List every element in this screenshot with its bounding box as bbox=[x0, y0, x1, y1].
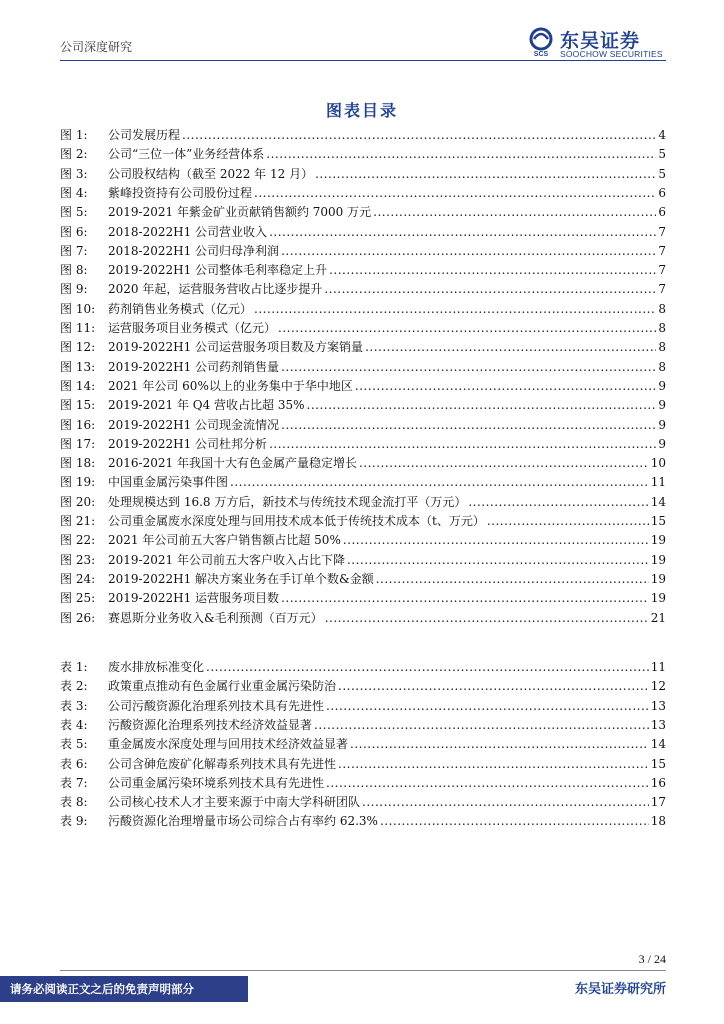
dot-leader bbox=[278, 319, 656, 337]
entry-title: 紫峰投资持有公司股份过程 bbox=[108, 185, 253, 200]
entry-page: 8 bbox=[658, 301, 666, 316]
entry-number: 图 26: bbox=[60, 610, 96, 625]
entry-title: 2019-2021 年紫金矿业贡献销售额约 7000 万元 bbox=[108, 205, 372, 220]
logo-chinese-name: 东吴证券 bbox=[560, 30, 641, 52]
entry-number: 表 8: bbox=[60, 795, 88, 810]
logo-mark-text: SCS bbox=[533, 51, 549, 57]
toc-entry[interactable] bbox=[60, 454, 666, 472]
dot-leader bbox=[373, 203, 656, 221]
entry-number: 图 24: bbox=[60, 571, 96, 586]
entry-page: 8 bbox=[658, 340, 666, 355]
entry-number: 图 12: bbox=[60, 340, 96, 355]
dot-leader bbox=[281, 416, 656, 434]
entry-title: 2018-2022H1 公司归母净利润 bbox=[108, 243, 280, 258]
entry-number: 图 6: bbox=[60, 224, 88, 239]
entry-page: 18 bbox=[650, 814, 666, 829]
header-section-label: 公司深度研究 bbox=[60, 40, 133, 54]
dot-leader bbox=[266, 145, 656, 163]
entry-title: 中国重金属污染事件图 bbox=[108, 475, 229, 490]
entry-page: 5 bbox=[658, 166, 666, 181]
dot-leader bbox=[230, 473, 649, 491]
toc-entry[interactable] bbox=[60, 319, 666, 337]
entry-number: 图 4: bbox=[60, 185, 88, 200]
entry-page: 6 bbox=[658, 205, 666, 220]
entry-page: 7 bbox=[658, 282, 666, 297]
entry-page: 14 bbox=[650, 737, 666, 752]
entry-number: 表 2: bbox=[60, 679, 88, 694]
entry-title: 赛恩斯分业务收入&毛利预测（百万元） bbox=[108, 610, 323, 625]
dot-leader bbox=[380, 812, 649, 830]
entry-title: 公司发展历程 bbox=[108, 128, 181, 142]
page-number: 3 / 24 bbox=[638, 952, 666, 966]
entry-title: 药剂销售业务模式（亿元） bbox=[108, 301, 253, 316]
entry-title: 2019-2021 年公司前五大客户收入占比下降 bbox=[108, 552, 345, 567]
dot-leader bbox=[315, 165, 656, 183]
entry-number: 图 9: bbox=[60, 282, 88, 297]
entry-page: 13 bbox=[650, 698, 666, 713]
dot-leader bbox=[269, 435, 656, 453]
toc-entry[interactable] bbox=[60, 203, 666, 221]
toc-entry[interactable] bbox=[60, 793, 666, 811]
dot-leader bbox=[338, 677, 649, 695]
entry-number: 图 21: bbox=[60, 514, 96, 528]
entry-title: 2019-2022H1 公司药剂销售量 bbox=[108, 359, 280, 374]
entry-title: 2019-2022H1 公司杜邦分析 bbox=[108, 436, 268, 451]
toc-entry[interactable] bbox=[60, 609, 666, 627]
dot-leader bbox=[329, 261, 656, 279]
toc-entry[interactable] bbox=[60, 493, 666, 511]
entry-page: 6 bbox=[658, 185, 666, 200]
dot-leader bbox=[281, 242, 656, 260]
entry-number: 表 5: bbox=[60, 737, 88, 752]
entry-number: 图 19: bbox=[60, 475, 96, 490]
entry-number: 表 9: bbox=[60, 814, 88, 829]
entry-title: 2020 年起，运营服务营收占比逐步提升 bbox=[108, 282, 323, 297]
entry-page: 9 bbox=[658, 398, 666, 413]
entry-number: 图 17: bbox=[60, 436, 96, 451]
entry-page: 16 bbox=[650, 775, 666, 790]
dot-leader bbox=[350, 735, 649, 753]
toc-entry[interactable] bbox=[60, 697, 666, 715]
entry-number: 图 15: bbox=[60, 398, 96, 413]
entry-page: 19 bbox=[650, 533, 666, 548]
footer-divider bbox=[60, 970, 666, 971]
entry-page: 7 bbox=[658, 224, 666, 239]
header-divider bbox=[60, 60, 666, 61]
entry-title: 污酸资源化治理系列技术经济效益显著 bbox=[108, 717, 313, 732]
dot-leader bbox=[326, 697, 649, 715]
entry-title: 2019-2022H1 运营服务项目数 bbox=[108, 591, 280, 606]
dot-leader bbox=[281, 589, 649, 607]
entry-title: 废水排放标准变化 bbox=[108, 660, 205, 674]
entry-page: 19 bbox=[650, 571, 666, 586]
toc-entry[interactable] bbox=[60, 677, 666, 695]
entry-title: 公司污酸资源化治理系列技术具有先进性 bbox=[108, 698, 325, 713]
toc-entry[interactable] bbox=[60, 512, 666, 530]
entry-number: 图 8: bbox=[60, 263, 88, 278]
entry-page: 4 bbox=[658, 128, 666, 142]
brand-logo bbox=[526, 27, 676, 59]
toc-entry[interactable] bbox=[60, 735, 666, 753]
toc-entry[interactable] bbox=[60, 300, 666, 318]
dot-leader bbox=[326, 774, 649, 792]
entry-number: 图 14: bbox=[60, 378, 96, 393]
toc-entry[interactable] bbox=[60, 396, 666, 414]
toc-entry[interactable] bbox=[60, 358, 666, 376]
dot-leader bbox=[343, 531, 649, 549]
entry-page: 9 bbox=[658, 378, 666, 393]
dot-leader bbox=[182, 126, 656, 144]
entry-number: 图 11: bbox=[60, 321, 96, 335]
toc-entry[interactable] bbox=[60, 589, 666, 607]
entry-page: 9 bbox=[658, 436, 666, 451]
toc-entry[interactable] bbox=[60, 416, 666, 434]
dot-leader bbox=[362, 793, 649, 811]
soochow-logo-icon bbox=[526, 27, 556, 57]
entry-number: 表 7: bbox=[60, 775, 88, 790]
entry-page: 8 bbox=[658, 321, 666, 335]
dot-leader bbox=[206, 658, 649, 676]
entry-page: 13 bbox=[650, 717, 666, 732]
entry-page: 11 bbox=[650, 660, 666, 674]
toc-entry[interactable] bbox=[60, 551, 666, 569]
entry-title: 2019-2022H1 公司整体毛利率稳定上升 bbox=[108, 263, 328, 278]
toc-entry[interactable] bbox=[60, 338, 666, 356]
toc-entry[interactable] bbox=[60, 145, 666, 163]
entry-page: 17 bbox=[650, 795, 666, 810]
dot-leader bbox=[314, 716, 649, 734]
entry-page: 14 bbox=[650, 494, 666, 509]
entry-title: 公司股权结构（截至 2022 年 12 月） bbox=[108, 166, 314, 181]
entry-number: 图 10: bbox=[60, 301, 96, 316]
entry-title: 公司含砷危废矿化解毒系列技术具有先进性 bbox=[108, 756, 337, 771]
entry-number: 表 6: bbox=[60, 756, 88, 771]
entry-page: 21 bbox=[650, 610, 666, 625]
dot-leader bbox=[254, 184, 656, 202]
dot-leader bbox=[355, 377, 657, 395]
toc-entry[interactable] bbox=[60, 261, 666, 279]
toc-entry[interactable] bbox=[60, 280, 666, 298]
toc-entry[interactable] bbox=[60, 165, 666, 183]
entry-page: 10 bbox=[650, 456, 666, 471]
entry-number: 图 16: bbox=[60, 417, 96, 432]
entry-title: 2018-2022H1 公司营业收入 bbox=[108, 224, 268, 239]
entry-title: 2021 年公司前五大客户销售额占比超 50% bbox=[108, 533, 341, 548]
disclaimer-banner: 请务必阅读正文之后的免责声明部分 bbox=[0, 976, 248, 1002]
toc-entry[interactable] bbox=[60, 658, 666, 676]
entry-title: 2021 年公司 60%以上的业务集中于华中地区 bbox=[108, 378, 353, 393]
entry-page: 7 bbox=[658, 263, 666, 278]
entry-title: 政策重点推动有色金属行业重金属污染防治 bbox=[108, 679, 337, 694]
toc-entry[interactable] bbox=[60, 223, 666, 241]
entry-title: 2019-2022H1 解决方案业务在手订单个数&金额 bbox=[108, 571, 374, 586]
dot-leader bbox=[359, 454, 649, 472]
entry-number: 图 23: bbox=[60, 552, 96, 567]
toc-entry[interactable] bbox=[60, 531, 666, 549]
entry-title: 2019-2021 年 Q4 营收占比超 35% bbox=[108, 398, 305, 413]
entry-title: 运营服务项目业务模式（亿元） bbox=[108, 321, 277, 335]
entry-number: 表 1: bbox=[60, 660, 88, 674]
entry-number: 图 22: bbox=[60, 533, 96, 548]
entry-number: 图 18: bbox=[60, 456, 96, 471]
entry-number: 表 4: bbox=[60, 717, 88, 732]
entry-number: 图 3: bbox=[60, 166, 88, 181]
dot-leader bbox=[347, 551, 649, 569]
entry-title: 2019-2022H1 公司现金流情况 bbox=[108, 417, 280, 432]
entry-title: 公司重金属废水深度处理与回用技术成本低于传统技术成本（t、万元） bbox=[108, 514, 485, 528]
entry-title: 2016-2021 年我国十大有色金属产量稳定增长 bbox=[108, 456, 357, 471]
toc-entry[interactable] bbox=[60, 812, 666, 830]
toc-entry[interactable] bbox=[60, 435, 666, 453]
entry-number: 图 2: bbox=[60, 147, 88, 162]
toc-entry[interactable] bbox=[60, 184, 666, 202]
dot-leader bbox=[325, 609, 649, 627]
entry-page: 5 bbox=[658, 147, 666, 162]
entry-number: 图 20: bbox=[60, 494, 96, 509]
logo-english-name: SOOCHOW SECURITIES bbox=[560, 49, 663, 59]
entry-title: 处理规模达到 16.8 万方后，新技术与传统技术现金流打平（万元） bbox=[108, 494, 467, 509]
dot-leader bbox=[376, 570, 649, 588]
entry-title: 2019-2022H1 公司运营服务项目数及方案销量 bbox=[108, 340, 364, 355]
entry-page: 19 bbox=[650, 591, 666, 606]
dot-leader bbox=[324, 280, 656, 298]
toc-entry[interactable] bbox=[60, 774, 666, 792]
entry-number: 图 7: bbox=[60, 243, 88, 258]
entry-number: 表 3: bbox=[60, 698, 88, 713]
toc-entry[interactable] bbox=[60, 716, 666, 734]
entry-page: 11 bbox=[650, 475, 666, 490]
page-title: 图表目录 bbox=[325, 101, 398, 120]
dot-leader bbox=[338, 755, 649, 773]
entry-title: 污酸资源化治理增量市场公司综合占有率约 62.3% bbox=[108, 814, 378, 829]
entry-number: 图 1: bbox=[60, 128, 88, 142]
entry-page: 8 bbox=[658, 359, 666, 374]
entry-number: 图 25: bbox=[60, 591, 96, 606]
dot-leader bbox=[468, 493, 648, 511]
entry-number: 图 5: bbox=[60, 205, 88, 220]
entry-title: 公司“三位一体”业务经营体系 bbox=[108, 147, 265, 162]
dot-leader bbox=[281, 358, 656, 376]
entry-page: 12 bbox=[650, 679, 666, 694]
dot-leader bbox=[487, 512, 649, 530]
toc-entry[interactable] bbox=[60, 473, 666, 491]
dot-leader bbox=[269, 223, 656, 241]
entry-page: 19 bbox=[650, 552, 666, 567]
entry-page: 9 bbox=[658, 417, 666, 432]
toc-entry[interactable] bbox=[60, 755, 666, 773]
toc-entry[interactable] bbox=[60, 377, 666, 395]
dot-leader bbox=[365, 338, 656, 356]
toc-entry[interactable] bbox=[60, 570, 666, 588]
entry-page: 15 bbox=[650, 514, 666, 528]
entry-title: 公司核心技术人才主要来源于中南大学科研团队 bbox=[108, 795, 361, 810]
entry-title: 重金属废水深度处理与回用技术经济效益显著 bbox=[108, 737, 349, 752]
entry-title: 公司重金属污染环境系列技术具有先进性 bbox=[108, 775, 325, 790]
entry-page: 15 bbox=[650, 756, 666, 771]
dot-leader bbox=[254, 300, 656, 318]
entry-page: 7 bbox=[658, 243, 666, 258]
dot-leader bbox=[307, 396, 657, 414]
entry-number: 图 13: bbox=[60, 359, 96, 374]
toc-entry[interactable] bbox=[60, 126, 666, 144]
research-institute: 东吴证券研究所 bbox=[574, 982, 666, 997]
toc-entry[interactable] bbox=[60, 242, 666, 260]
